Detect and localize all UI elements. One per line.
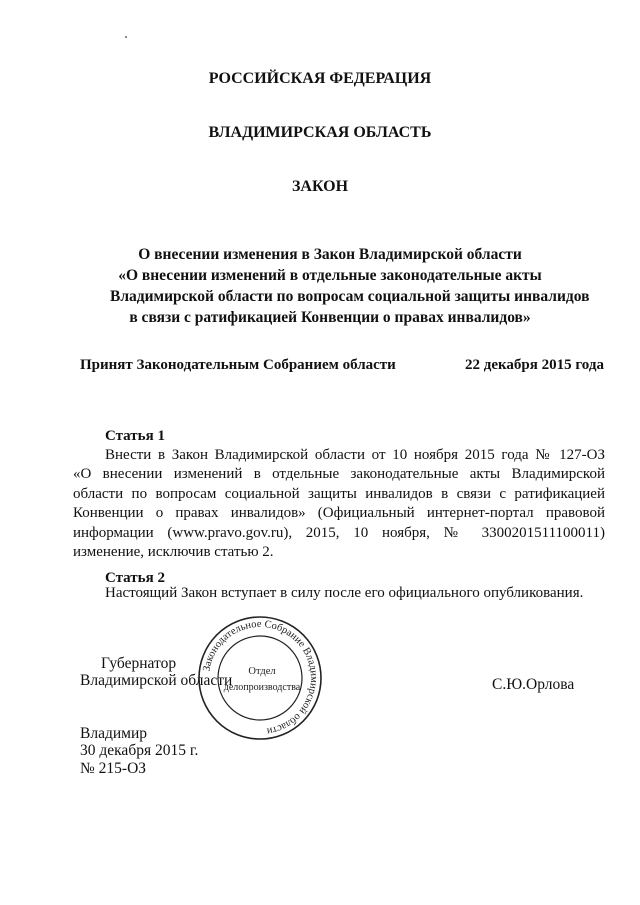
city: Владимир — [80, 725, 147, 742]
law-title — [110, 244, 590, 328]
governor-region: Владимирской области — [80, 672, 233, 689]
stamp-ring-text: Законодательное Собрание Владимирской области — [201, 618, 320, 737]
article-1-line: «О внесении изменений в отдельные законодательные акты Владимирской — [73, 466, 605, 483]
doc-type-heading: ЗАКОН — [291, 178, 349, 195]
stamp-inner-ring — [218, 636, 302, 720]
governor-title: Губернатор — [101, 655, 177, 672]
scan-speck — [125, 36, 127, 38]
law-title-line: в связи с ратификацией Конвенции о правах инвалидов» — [129, 309, 531, 326]
adopted-by: Принят Законодательным Собранием области — [80, 357, 396, 373]
article-2-title: Статья 2 — [105, 570, 165, 586]
adoption-date: 22 декабря 2015 года — [465, 357, 604, 373]
article-2-text: Настоящий Закон вступает в силу после его официального опубликования. — [105, 585, 584, 601]
footer-date: 30 декабря 2015 г. — [80, 742, 199, 759]
article-1-text — [73, 446, 605, 562]
stamp-outer-ring — [199, 617, 321, 739]
article-1-line: области по вопросам социальной защиты инвалидов в связи с ратификацией — [73, 485, 605, 502]
region-heading: ВЛАДИМИРСКАЯ ОБЛАСТЬ — [208, 124, 432, 141]
article-1-line: информации (www.pravo.gov.ru), 2015, 10 ноября, № 3300201511100011) — [73, 524, 605, 541]
official-stamp — [196, 614, 324, 742]
article-1-line: изменение, исключив статью 2. — [73, 544, 274, 561]
law-number: № 215-ОЗ — [80, 760, 147, 777]
article-1-line: Конвенции о правах инвалидов» (Официальный интернет-портал правовой — [73, 505, 605, 522]
law-title-line: О внесении изменения в Закон Владимирской области — [138, 246, 522, 263]
law-title-line: «О внесении изменений в отдельные законодательные акты — [118, 267, 542, 284]
stamp-center-line-2: делопроизводства — [223, 682, 301, 693]
article-1-line: Внести в Закон Владимирской области от 10 ноября 2015 года № 127-ОЗ — [105, 447, 605, 463]
article-1-title: Статья 1 — [105, 428, 165, 444]
stamp-center-line-1: Отдел — [248, 666, 276, 677]
signatory-name: С.Ю.Орлова — [492, 676, 575, 693]
country-heading: РОССИЙСКАЯ ФЕДЕРАЦИЯ — [208, 70, 432, 87]
law-title-line: Владимирской области по вопросам социальной защиты инвалидов — [110, 288, 590, 305]
